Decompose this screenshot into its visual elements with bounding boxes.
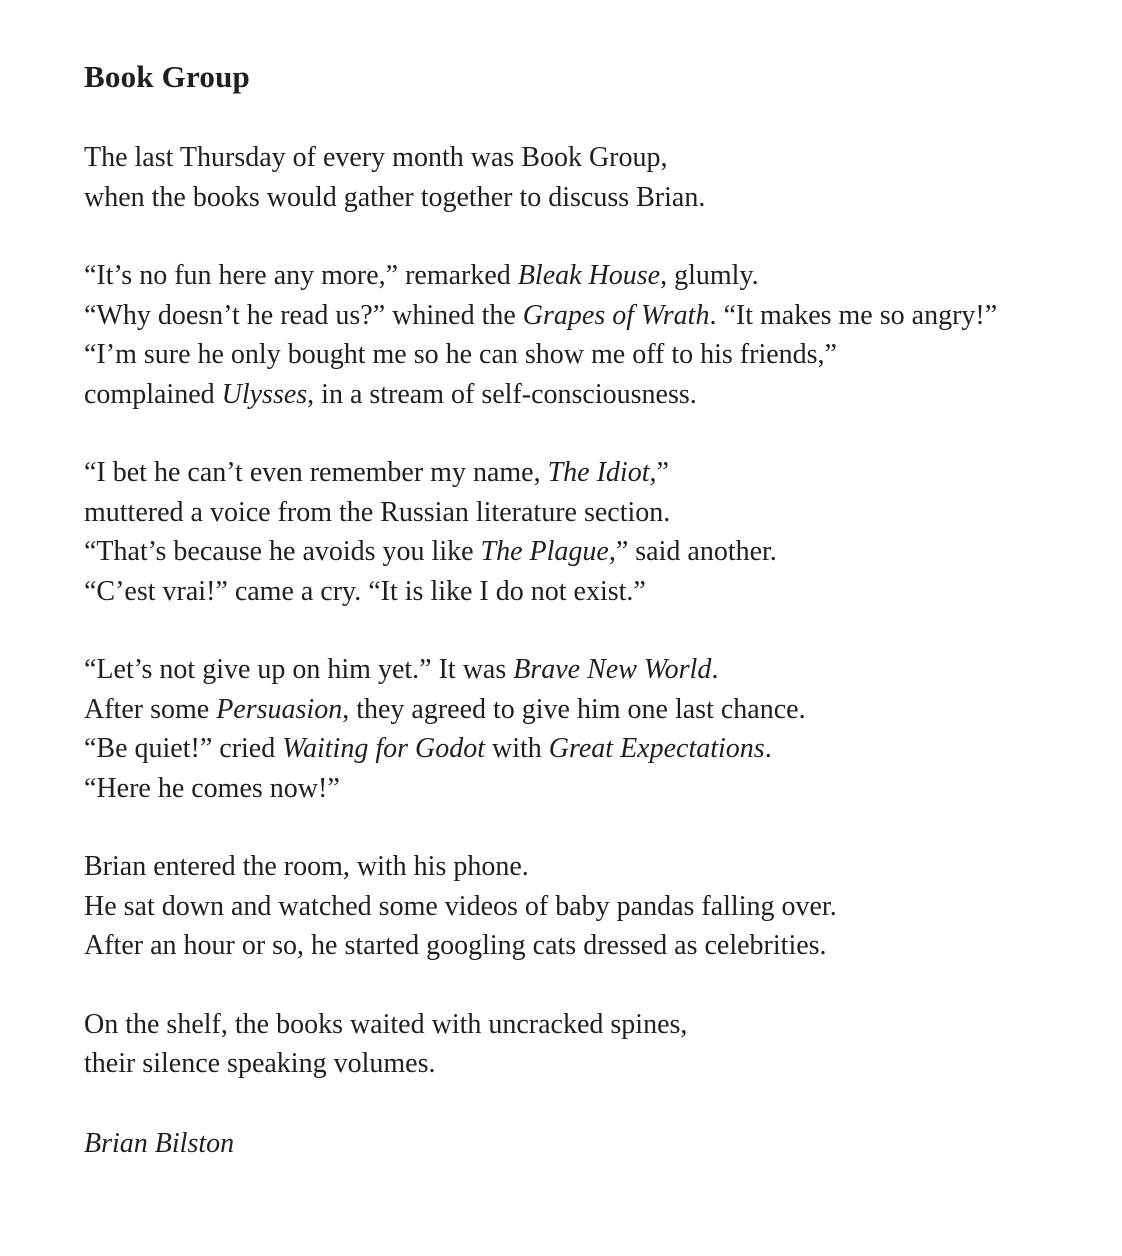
poem-line — [84, 178, 1082, 218]
poem-body — [84, 138, 1082, 1084]
stanza — [84, 256, 1082, 414]
poem-text: “It’s no fun here any more,” remarked — [84, 260, 518, 291]
poem-text: Brian entered the room, with his phone. — [84, 851, 529, 882]
poem-line — [84, 887, 1082, 927]
stanza — [84, 650, 1082, 808]
author-signature: Brian Bilston — [84, 1127, 235, 1159]
poem-line — [84, 572, 1082, 612]
poem-line — [84, 690, 1082, 730]
poem-text: , they agreed to give him one last chance. — [342, 693, 806, 725]
poem-text: “Let’s not give up on him yet.” It was — [84, 654, 514, 685]
book-title-reference: Persuasion — [216, 693, 343, 725]
stanza — [84, 847, 1082, 966]
poem-text: ,” — [649, 457, 669, 488]
book-title-reference: Grapes of Wrath — [522, 299, 710, 331]
stanza — [84, 138, 1082, 217]
poem-line — [84, 532, 1082, 572]
book-title-reference: Great Expectations — [548, 733, 765, 764]
poem-line — [84, 729, 1082, 769]
book-title-reference: Bleak House — [517, 260, 661, 291]
poem-text: After some — [84, 693, 217, 725]
poem-text: . — [711, 654, 719, 685]
book-title-reference: Waiting for Godot — [282, 733, 486, 764]
poem-line — [84, 138, 1082, 178]
poem-text: “That’s because he avoids you like — [84, 536, 481, 567]
poem-text: ,” said another. — [608, 536, 777, 567]
poem-text: with — [485, 733, 549, 764]
poem-text: , in a stream of self-consciousness. — [307, 378, 697, 410]
book-title-reference: The Plague — [480, 536, 609, 567]
poem-text: muttered a voice from the Russian literature section. — [84, 496, 671, 528]
poem-line — [84, 453, 1082, 493]
stanza — [84, 1005, 1082, 1084]
poem-line — [84, 769, 1082, 809]
poem-text: On the shelf, the books waited with uncracked spines, — [84, 1008, 688, 1040]
poem-text: He sat down and watched some videos of baby pandas falling over. — [84, 890, 837, 922]
book-title-reference: Ulysses — [221, 378, 308, 410]
poem-text: “Why doesn’t he read us?” whined the — [84, 299, 523, 331]
poem-text: After an hour or so, he started googling cats dressed as celebrities. — [84, 930, 827, 961]
poem-text: “Be quiet!” cried — [84, 733, 283, 764]
poem-line — [84, 335, 1082, 375]
poem-line — [84, 926, 1082, 966]
poem-text: “C’est vrai!” came a cry. “It is like I do not exist.” — [84, 575, 646, 607]
stanza — [84, 453, 1082, 611]
poem-text: when the books would gather together to discuss Brian. — [84, 181, 706, 213]
poem-text: , glumly. — [660, 260, 759, 291]
poem-text: “I bet he can’t even remember my name, — [84, 457, 548, 488]
poem-line — [84, 1005, 1082, 1045]
poem-line — [84, 493, 1082, 533]
poem-text: The last Thursday of every month was Book Group, — [84, 142, 668, 173]
poem-line — [84, 1044, 1082, 1084]
poem-text: “Here he comes now!” — [84, 772, 340, 804]
poem-title: Book Group — [84, 59, 250, 94]
poem-line — [84, 296, 1082, 336]
poem-text: “I’m sure he only bought me so he can show me off to his friends,” — [84, 339, 837, 370]
poem-line — [84, 650, 1082, 690]
poem-text: their silence speaking volumes. — [84, 1048, 436, 1079]
poem-line — [84, 375, 1082, 415]
poem-line — [84, 256, 1082, 296]
book-title-reference: The Idiot — [547, 457, 650, 488]
poem-line — [84, 847, 1082, 887]
poem-text: . “It makes me so angry!” — [709, 299, 998, 331]
poem-text: . — [764, 733, 772, 764]
poem-text: complained — [84, 378, 222, 410]
book-title-reference: Brave New World — [513, 654, 712, 685]
